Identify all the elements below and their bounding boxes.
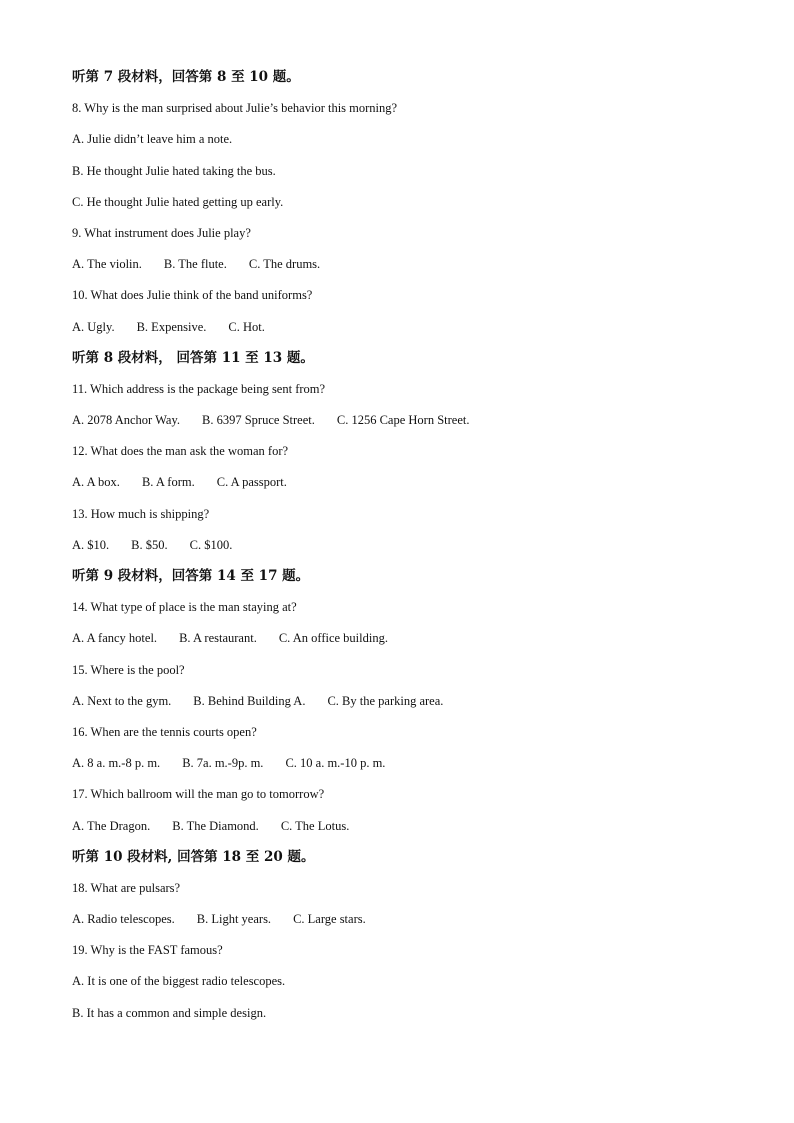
question-text: 14. What type of place is the man staying at?: [72, 600, 297, 615]
option-a: A. 2078 Anchor Way.: [72, 413, 181, 428]
question-text: 11. Which address is the package being sent from?: [72, 381, 326, 396]
option-a: A. It is one of the biggest radio telescopes.: [72, 974, 286, 989]
option-b: B. Behind Building A.: [193, 693, 306, 708]
option-b: B. 7a. m.-9p. m.: [182, 756, 264, 771]
option-c: C. Hot.: [228, 319, 265, 334]
option-c: C. $100.: [189, 537, 233, 552]
option-line: [72, 748, 732, 779]
option-c: C. 10 a. m.-10 p. m.: [285, 756, 386, 771]
option-a: A. Julie didn’t leave him a note.: [72, 132, 233, 147]
question-text: 13. How much is shipping?: [72, 506, 210, 521]
option-b: B. A restaurant.: [179, 631, 257, 646]
option-c: C. A passport.: [216, 475, 287, 490]
option-c: C. He thought Julie hated getting up early.: [72, 194, 284, 209]
question-text: 19. Why is the FAST famous?: [72, 943, 223, 958]
question-text: 15. Where is the pool?: [72, 662, 185, 677]
option-a: A. The Dragon.: [72, 818, 151, 833]
option-line: [72, 623, 732, 654]
option-b: B. The flute.: [163, 257, 227, 272]
option-line: [72, 686, 732, 717]
section-heading: 听第 8 段材料， 回答第 11 至 13 题。: [72, 349, 314, 366]
section-heading: 听第 10 段材料, 回答第 18 至 20 题。: [72, 848, 315, 865]
option-c: C. By the parking area.: [327, 693, 444, 708]
option-line: [72, 904, 732, 935]
option-b: B. It has a common and simple design.: [72, 1005, 267, 1020]
option-a: A. A box.: [72, 475, 120, 490]
section-heading: 听第 7 段材料，回答第 8 至 10 题。: [72, 69, 300, 85]
question-text: 9. What instrument does Julie play?: [72, 225, 251, 240]
section-heading: 听第 9 段材料，回答第 14 至 17 题。: [72, 568, 310, 584]
option-line: [72, 405, 732, 436]
option-line: [72, 966, 732, 997]
question-text: 12. What does the man ask the woman for?: [72, 444, 289, 459]
question-text: 8. Why is the man surprised about Julie’s behavior this morning?: [72, 101, 398, 116]
option-b: B. The Diamond.: [172, 818, 259, 833]
option-b: B. $50.: [131, 537, 168, 552]
option-b: B. A form.: [141, 475, 195, 490]
option-a: A. 8 a. m.-8 p. m.: [72, 756, 161, 771]
option-a: A. Ugly.: [72, 319, 115, 334]
option-b: B. Light years.: [196, 912, 272, 927]
option-line: [72, 312, 732, 343]
option-c: C. The drums.: [248, 257, 321, 272]
option-line: [72, 187, 732, 218]
question-text: 18. What are pulsars?: [72, 880, 181, 895]
question-text: 17. Which ballroom will the man go to tomorrow?: [72, 787, 325, 802]
option-a: A. Radio telescopes.: [72, 912, 175, 927]
option-b: B. He thought Julie hated taking the bus.: [72, 163, 276, 178]
option-line: [72, 467, 732, 498]
question-text: 10. What does Julie think of the band uniforms?: [72, 288, 313, 303]
option-a: A. A fancy hotel.: [72, 631, 158, 646]
option-a: A. $10.: [72, 537, 110, 552]
option-c: C. 1256 Cape Horn Street.: [336, 413, 470, 428]
option-line: [72, 530, 732, 561]
document-page: [72, 62, 732, 1029]
option-line: [72, 998, 732, 1029]
option-c: C. The Lotus.: [280, 818, 350, 833]
option-a: A. The violin.: [72, 257, 142, 272]
question-text: 16. When are the tennis courts open?: [72, 724, 257, 739]
option-line: [72, 249, 732, 280]
option-b: B. 6397 Spruce Street.: [202, 413, 315, 428]
option-c: C. An office building.: [278, 631, 388, 646]
option-line: [72, 156, 732, 187]
option-b: B. Expensive.: [136, 319, 207, 334]
option-line: [72, 811, 732, 842]
option-c: C. Large stars.: [293, 912, 366, 927]
option-a: A. Next to the gym.: [72, 693, 172, 708]
option-line: [72, 124, 732, 155]
